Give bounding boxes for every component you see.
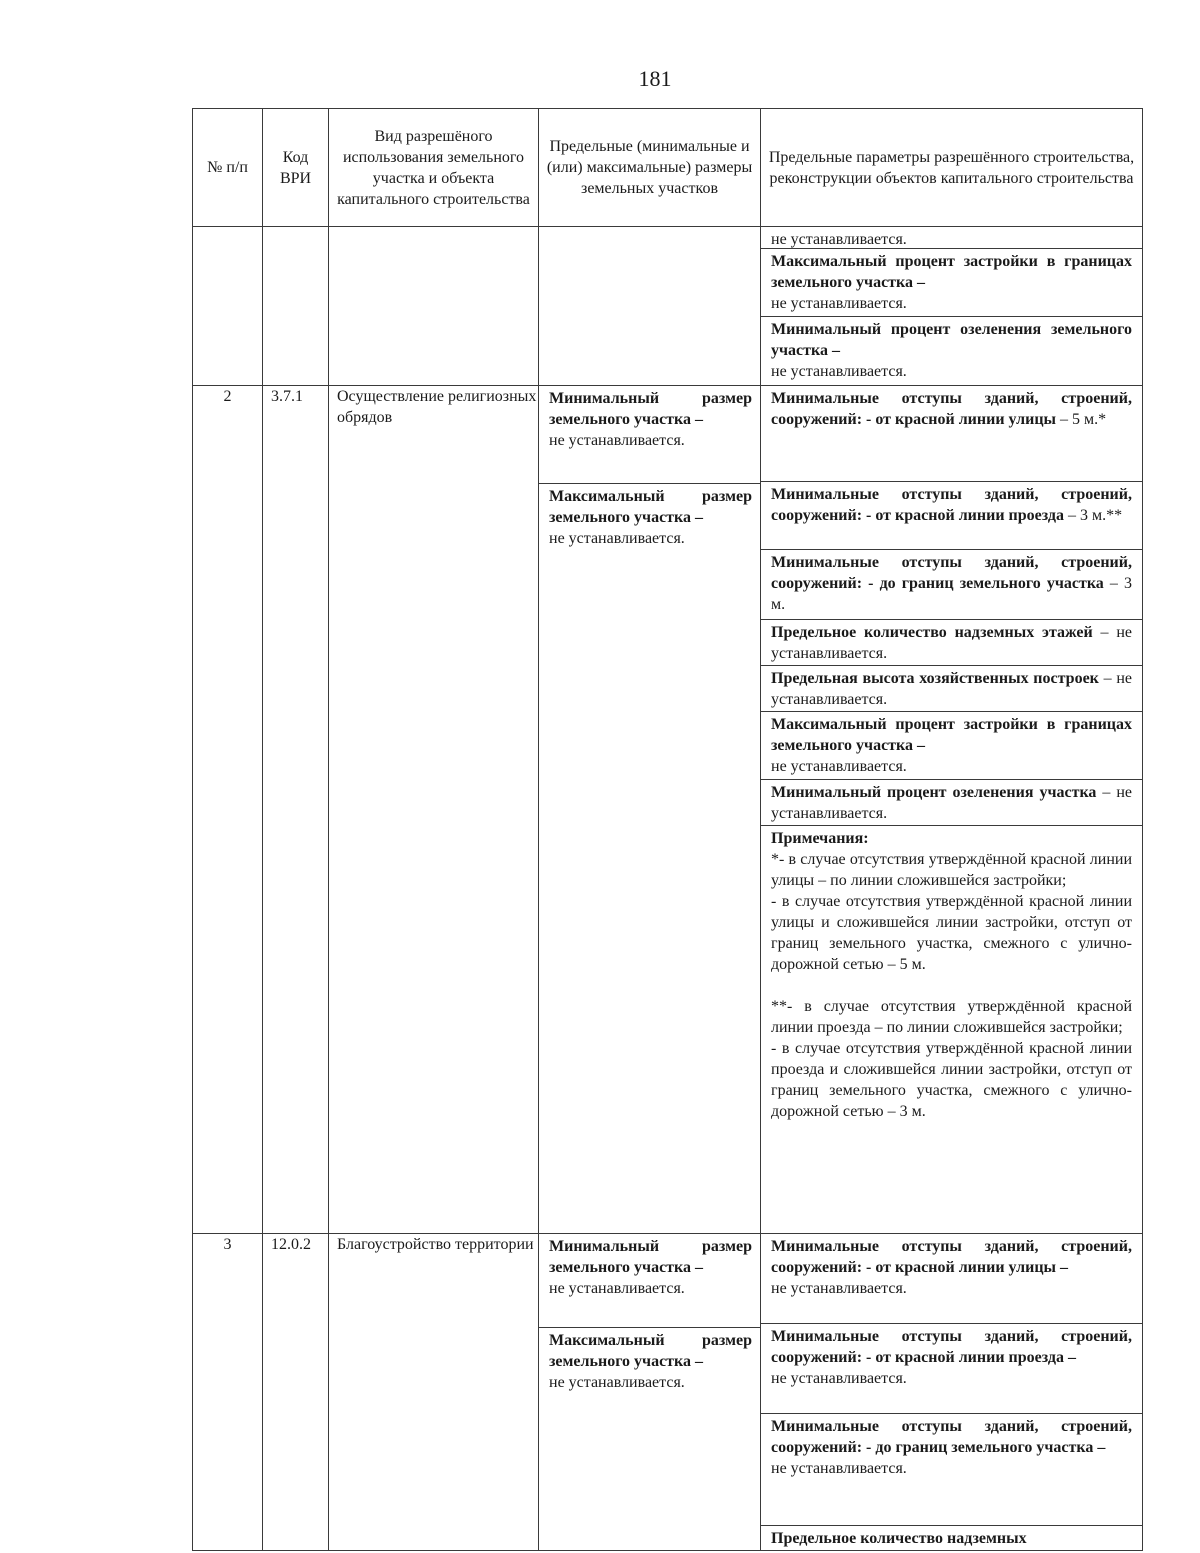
param-label: Минимальный процент озеленения участка [771, 784, 1097, 801]
param-value: – не устанавливается. [771, 784, 1132, 822]
row-code: 12.0.2 [263, 1234, 329, 1551]
row-number: 2 [193, 386, 263, 1234]
note-item: - в случае отсутствия утверждённой красной линии проезда и сложившейся линии застройки, отступ от границ земельного участка, смежного с улично-дорожной сетью – 3 м. [771, 1040, 1132, 1120]
param-label: Минимальный процент озеленения земельного участка – [771, 321, 1132, 359]
table-row [193, 1234, 1143, 1551]
params-list [761, 1234, 1142, 1550]
param-value: не устанавливается. [771, 1370, 907, 1387]
note-item: - в случае отсутствия утверждённой красной линии улицы и сложившейся линии застройки, отступ от границ земельного участка, смежного с улично-дорожной сетью – 5 м. [771, 893, 1132, 973]
regulations-table [192, 108, 1143, 1551]
header-num: № п/п [193, 109, 263, 227]
notes-title: Примечания: [771, 830, 869, 847]
param-label: Максимальный процент застройки в границах земельного участка – [771, 716, 1132, 754]
header-type: Вид разрешёного использования земельного участка и объекта капитального строительства [329, 109, 539, 227]
param-value: не устанавливается. [771, 295, 907, 312]
min-size-block: Минимальный размер земельного участка – не устанавливается. [549, 390, 752, 449]
row-use-type: Благоустройство территории [329, 1234, 539, 1551]
param-value: – не устанавливается. [771, 624, 1132, 662]
param-label: Минимальные отступы зданий, строений, сооружений: - от красной линии улицы [771, 390, 1132, 428]
param-block [761, 1414, 1142, 1526]
param-label: Предельное количество надземных [771, 1530, 1027, 1547]
param-value: – 3 м. [771, 575, 1133, 613]
table-row-continued [193, 227, 1143, 386]
param-value: не устанавливается. [771, 363, 907, 380]
row-use-type: Осуществление религиозных обрядов [329, 386, 539, 1234]
param-label: Минимальные отступы зданий, строений, сооружений: - до границ земельного участка – [771, 1418, 1132, 1456]
param-block [761, 712, 1142, 780]
param-label: Минимальные отступы зданий, строений, сооружений: - от красной линии проезда – [771, 1328, 1132, 1366]
param-label: Предельное количество надземных этажей [771, 624, 1093, 641]
param-block [761, 780, 1142, 826]
params-list [761, 386, 1142, 1233]
param-block [761, 249, 1142, 317]
param-value: не устанавливается. [771, 1280, 907, 1297]
param-block [761, 1234, 1142, 1324]
notes-block [761, 826, 1142, 1233]
param-value: не устанавливается. [771, 231, 907, 248]
header-code: Код ВРИ [263, 109, 329, 227]
param-block [761, 620, 1142, 666]
table-row [193, 386, 1143, 1234]
note-item: *- в случае отсутствия утверждённой красной линии улицы – по линии сложившейся застройки; [771, 851, 1132, 889]
row-number: 3 [193, 1234, 263, 1551]
param-value: – 5 м.* [1056, 411, 1107, 428]
param-block [761, 317, 1142, 385]
row-code: 3.7.1 [263, 386, 329, 1234]
param-label: Минимальные отступы зданий, строений, сооружений: - от красной линии проезда [771, 486, 1132, 524]
param-block [761, 482, 1142, 550]
param-block [761, 386, 1142, 482]
param-block [761, 1324, 1142, 1414]
param-block [761, 550, 1142, 620]
page-number: 181 [638, 66, 672, 91]
param-value: не устанавливается. [771, 758, 907, 775]
max-size-block: Максимальный размер земельного участка – не устанавливается. [539, 483, 760, 550]
header-sizes: Предельные (минимальные и (или) максимальные) размеры земельных участков [539, 109, 761, 227]
param-value: – не устанавливается. [771, 670, 1132, 708]
max-size-block: Максимальный размер земельного участка – не устанавливается. [539, 1327, 760, 1394]
param-value: не устанавливается. [771, 1460, 907, 1477]
header-params: Предельные параметры разрешённого строительства, реконструкции объектов капитального строительства [761, 109, 1143, 227]
param-block [761, 1526, 1142, 1550]
param-label: Предельная высота хозяйственных построек [771, 670, 1099, 687]
params-list-continued [761, 227, 1142, 385]
param-label: Максимальный процент застройки в границах земельного участка – [771, 253, 1132, 291]
param-block [761, 227, 1142, 249]
param-label: Минимальные отступы зданий, строений, сооружений: - от красной линии улицы – [771, 1238, 1132, 1276]
note-item: **- в случае отсутствия утверждённой красной линии проезда – по линии сложившейся застройки; [771, 998, 1132, 1036]
param-block [761, 666, 1142, 712]
table-header-row [193, 109, 1143, 227]
min-size-block: Минимальный размер земельного участка – не устанавливается. [549, 1238, 752, 1297]
param-label: Минимальные отступы зданий, строений, сооружений: - до границ земельного участка [771, 554, 1132, 592]
param-value: – 3 м.** [1064, 507, 1123, 524]
